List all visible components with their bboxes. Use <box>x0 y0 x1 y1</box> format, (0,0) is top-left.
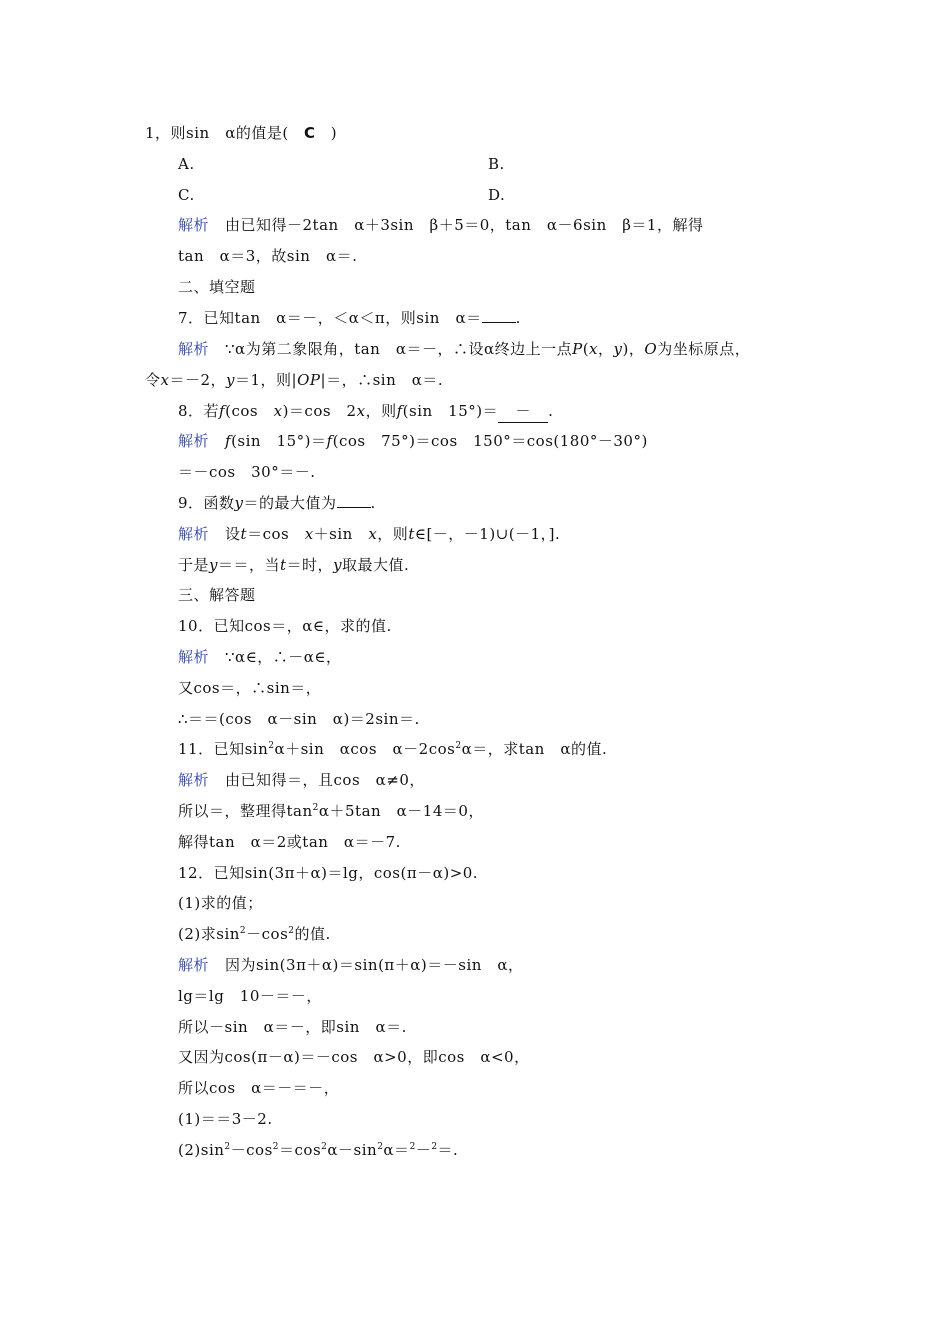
q12-exponent: 2 <box>377 1142 384 1152</box>
q8-stem <box>178 400 553 423</box>
q8-var-f: f <box>225 432 232 450</box>
q9-sol-text: ＝＝，当 <box>218 556 281 574</box>
q11-sol-text: α＋5tan α－14＝0， <box>318 802 484 820</box>
q9-sol-text: 取最大值. <box>342 556 410 574</box>
q12-exponent: 2 <box>288 926 295 936</box>
q9-sol-text: ＋sin <box>313 525 369 543</box>
q8-solution-line1 <box>178 430 648 452</box>
q12-sol-text: (2)sin <box>178 1141 225 1159</box>
q12-exponent: 2 <box>409 1142 416 1152</box>
q9-answer-blank <box>337 492 371 508</box>
q12-solution-line7 <box>178 1139 458 1161</box>
q11-exponent: 2 <box>312 803 319 813</box>
q11-stem-text: 11．已知sin <box>178 740 269 758</box>
q12-exponent: 2 <box>239 926 247 936</box>
q12-sol-text: － <box>415 1141 432 1159</box>
q8-solution-line2: ＝－cos 30°＝－. <box>178 463 316 481</box>
q12-sol-text: ＝cos <box>279 1141 322 1159</box>
q7-var-x: x <box>589 340 599 358</box>
q9-var-x: x <box>368 525 378 543</box>
q10-solution-line1 <box>178 646 342 668</box>
q11-jiexi-label: 解析 <box>178 771 210 789</box>
q12-solution-line3: 所以－sin α＝－，即sin α＝. <box>178 1018 407 1036</box>
q9-var-x: x <box>304 525 314 543</box>
q8-sol-text: (sin 15°)＝ <box>231 432 327 450</box>
q6-option-d: D. <box>488 186 506 204</box>
q8-stem-text: (cos <box>225 402 274 420</box>
q8-var-f: f <box>326 432 333 450</box>
q7-var-x: x <box>160 371 170 389</box>
q7-jiexi-label: 解析 <box>178 340 210 358</box>
q8-answer-blank: － <box>498 400 548 423</box>
q12-solution-line5: 所以cos α＝－＝－， <box>178 1079 340 1097</box>
q7-sol-text: 令 <box>145 371 161 389</box>
q8-jiexi-label: 解析 <box>178 432 210 450</box>
q8-stem-text: . <box>548 402 554 420</box>
q11-stem-text: α＋sin αcos α－2cos <box>274 740 456 758</box>
q7-solution-line1 <box>178 338 750 360</box>
q11-solution-line1 <box>178 769 425 791</box>
q12-part2 <box>178 923 331 945</box>
q7-stem-end: . <box>515 309 521 327</box>
q9-sol-text: 于是 <box>178 556 210 574</box>
q12-part2-text: 的值. <box>294 925 331 943</box>
q8-stem-text: 8．若 <box>178 402 220 420</box>
q9-sol-text: ∈[－，－1)∪(－1，]. <box>414 525 561 543</box>
q9-stem <box>178 492 376 514</box>
q9-var-t: t <box>408 525 415 543</box>
q12-exponent: 2 <box>321 1142 328 1152</box>
q11-solution-line2 <box>178 800 484 822</box>
q7-var-o: O <box>644 340 658 358</box>
q9-sol-text: ＝时， <box>286 556 334 574</box>
q12-exponent: 2 <box>431 1142 438 1152</box>
q6-option-a: A. <box>178 155 195 173</box>
q7-sol-text: |＝，∴sin α＝. <box>320 371 444 389</box>
q6-stem-text: 1，则sin α的值是( <box>145 124 289 142</box>
q12-sol-text: α－sin <box>327 1141 378 1159</box>
q6-stem-close: ) <box>330 124 338 142</box>
q11-sol-text: 所以＝，整理得tan <box>178 802 313 820</box>
q9-var-y: y <box>209 556 218 574</box>
q8-var-x: x <box>273 402 283 420</box>
q7-sol-text: ＝－2， <box>169 371 227 389</box>
q12-part2-text: (2)求sin <box>178 925 240 943</box>
q9-var-y: y <box>333 556 343 574</box>
q12-part2-text: －cos <box>246 925 289 943</box>
q6-option-c: C. <box>178 186 195 204</box>
q6-jiexi-label: 解析 <box>178 216 210 234</box>
q12-solution-line6: (1)＝＝3－2. <box>178 1110 273 1128</box>
q11-stem-text: α＝，求tan α的值. <box>461 740 608 758</box>
q7-stem <box>178 307 521 329</box>
q6-stem <box>145 122 337 144</box>
q6-option-b: B. <box>488 155 505 173</box>
q10-jiexi-label: 解析 <box>178 648 210 666</box>
q7-sol-text: ∵α为第二象限角，tan α＝－，∴设α终边上一点 <box>225 340 573 358</box>
q7-answer-blank <box>482 307 516 323</box>
q12-exponent: 2 <box>272 1142 280 1152</box>
q8-var-f: f <box>219 402 226 420</box>
q12-solution-line2: lg＝lg 10－＝－， <box>178 987 322 1005</box>
q10-solution-line3: ∴＝＝(cos α－sin α)＝2sin＝. <box>178 710 420 728</box>
q9-stem-text: ＝的最大值为 <box>243 494 337 512</box>
q7-stem-text: 7．已知tan α＝－，＜α＜π，则sin α＝ <box>178 309 482 327</box>
q9-stem-text: 9．函数 <box>178 494 235 512</box>
q7-solution-line2 <box>145 369 443 391</box>
q7-sol-text: ＝1，则| <box>235 371 298 389</box>
q12-part1: (1)求的值； <box>178 894 263 912</box>
q8-stem-text: )＝cos 2 <box>282 402 357 420</box>
q11-exponent: 2 <box>455 741 462 751</box>
q12-stem: 12．已知sin(3π＋α)＝lg，cos(π－α)>0. <box>178 864 479 882</box>
q7-sol-text: ， <box>598 340 614 358</box>
q12-solution-line1 <box>178 954 524 976</box>
q7-var-op: OP <box>297 371 321 389</box>
q10-solution-line2: 又cos＝，∴sin＝， <box>178 679 322 697</box>
q7-var-y: y <box>613 340 623 358</box>
q6-answer: C <box>303 124 316 142</box>
section-heading-fill-blank: 二、填空题 <box>178 278 256 296</box>
q9-sol-text: 设 <box>225 525 241 543</box>
q8-var-f: f <box>396 402 403 420</box>
q12-sol-text: ＝. <box>437 1141 459 1159</box>
q11-exponent: 2 <box>268 741 275 751</box>
q8-stem-text: (sin 15°)＝ <box>402 402 499 420</box>
q10-sol-text: ∵α∈，∴－α∈， <box>225 648 342 666</box>
q9-var-t: t <box>240 525 248 543</box>
q6-solution-text1: 由已知得－2tan α＋3sin β＋5＝0，tan α－6sin β＝1，解得 <box>225 216 704 234</box>
q9-sol-text: ＝cos <box>247 525 305 543</box>
q12-sol-text: 因为sin(3π＋α)＝sin(π＋α)＝－sin α， <box>225 956 524 974</box>
q12-sol-text: α＝ <box>383 1141 410 1159</box>
q11-stem <box>178 738 607 760</box>
q8-stem-text: ，则 <box>365 402 397 420</box>
section-heading-solve: 三、解答题 <box>178 586 256 604</box>
q9-var-t: t <box>280 556 287 574</box>
q12-exponent: 2 <box>224 1142 231 1152</box>
q7-sol-text: 为坐标原点， <box>657 340 751 358</box>
q11-sol-text: 由已知得＝，且cos α≠0， <box>225 771 425 789</box>
q7-var-y: y <box>226 371 236 389</box>
q10-stem: 10．已知cos＝，α∈，求的值. <box>178 617 392 635</box>
q8-sol-text: (cos 75°)＝cos 150°＝cos(180°－30°) <box>332 432 648 450</box>
q12-jiexi-label: 解析 <box>178 956 210 974</box>
q9-stem-text: . <box>370 494 376 512</box>
q6-solution-line1 <box>178 214 703 236</box>
q9-jiexi-label: 解析 <box>178 525 210 543</box>
q7-sol-text: ( <box>582 340 590 358</box>
q6-solution-line2: tan α＝3，故sin α＝. <box>178 247 358 265</box>
q9-solution-line2 <box>178 554 409 576</box>
q11-solution-line3: 解得tan α＝2或tan α＝－7. <box>178 833 401 851</box>
q7-sol-text: )， <box>622 340 645 358</box>
q7-var-p: P <box>572 340 583 358</box>
q8-var-x: x <box>356 402 366 420</box>
q12-solution-line4: 又因为cos(π－α)＝－cos α>0，即cos α<0， <box>178 1048 530 1066</box>
q9-var-y: y <box>234 494 244 512</box>
q12-sol-text: －cos <box>230 1141 273 1159</box>
q9-sol-text: ，则 <box>377 525 409 543</box>
q9-solution-line1 <box>178 523 560 545</box>
